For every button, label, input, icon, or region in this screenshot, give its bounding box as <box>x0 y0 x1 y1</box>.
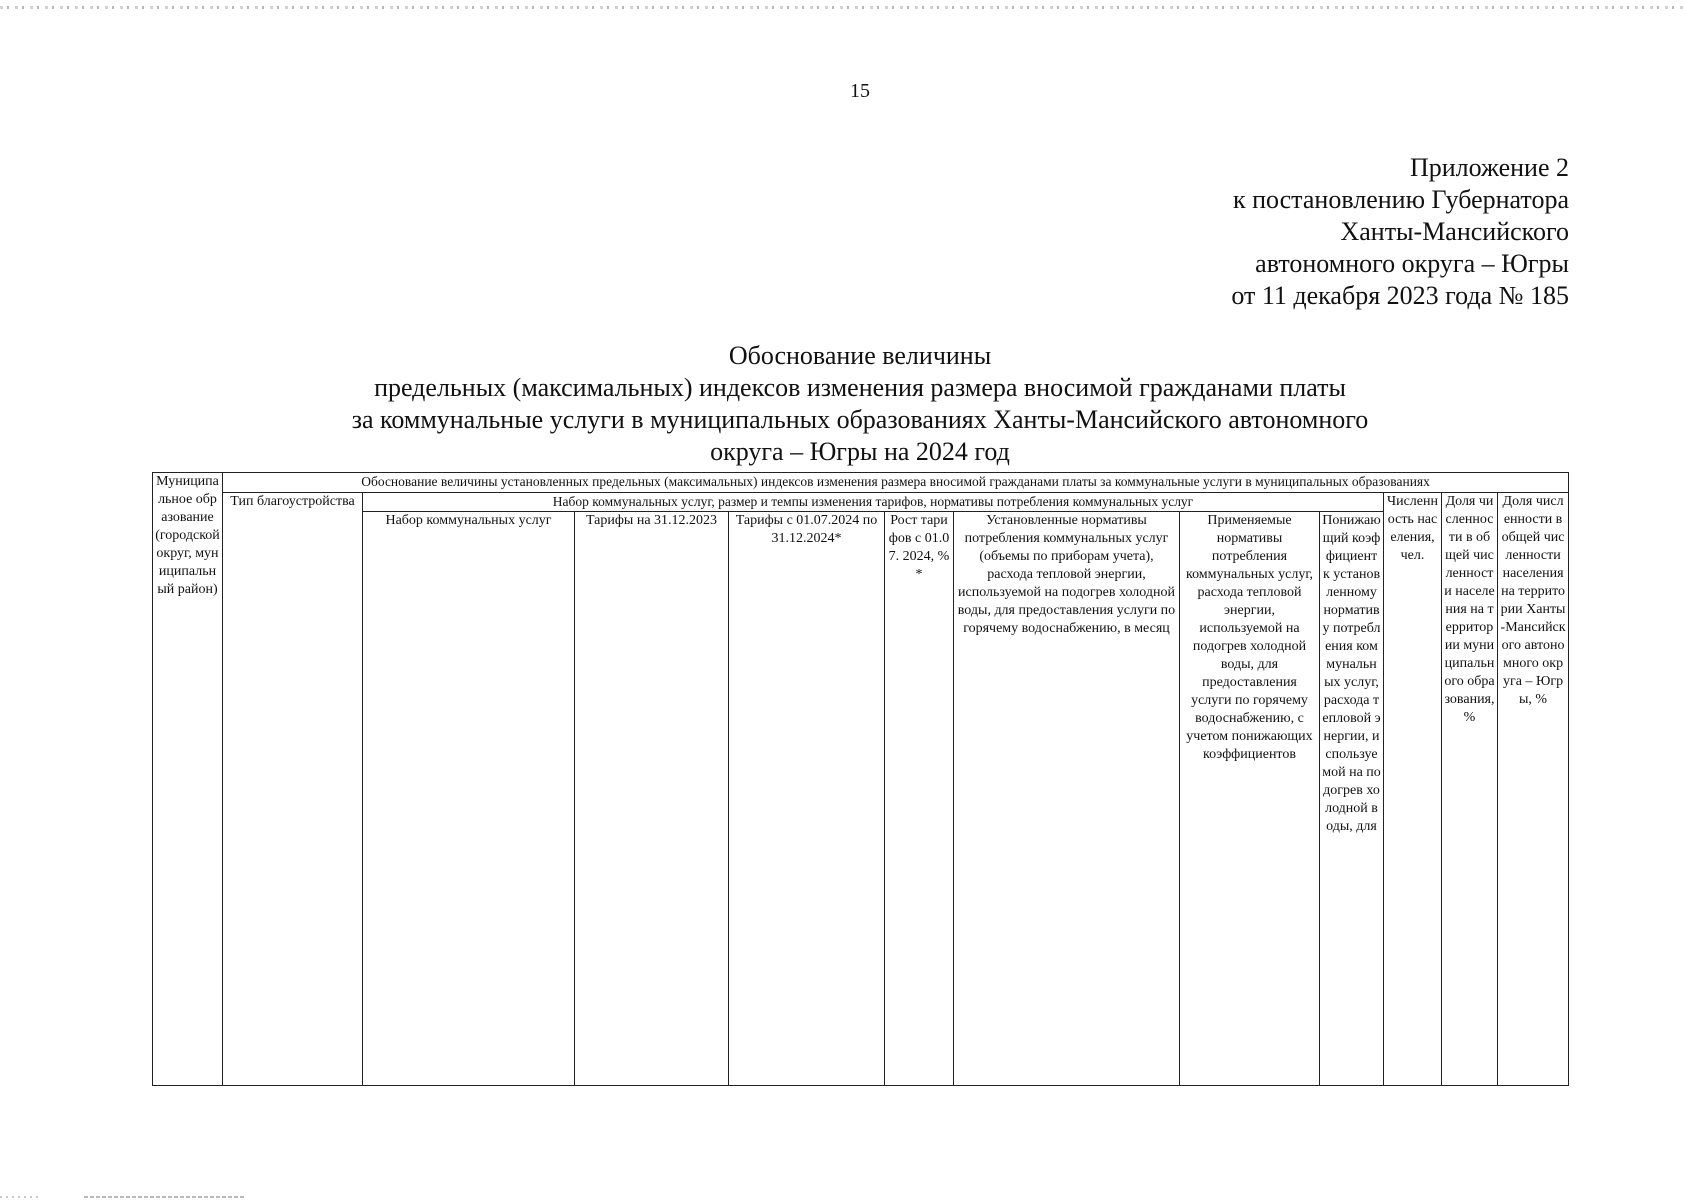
header-group-services: Набор коммунальных услуг, размер и темпы изменения тарифов, нормативы потребления коммунальных услуг <box>363 493 1384 512</box>
appendix-block <box>1231 152 1569 312</box>
page-number: 15 <box>850 80 870 102</box>
col-tariff-growth: Рост тарифов с 01.07. 2024, %* <box>885 512 954 1086</box>
appendix-line: от 11 декабря 2023 года № 185 <box>1231 281 1569 310</box>
appendix-line: к постановлению Губернатора <box>1232 185 1569 214</box>
col-norms-applied: Применяемые нормативы потребления коммунальных услуг, расхода тепловой энергии, используемой на подогрев холодной воды, для предоставления услуги по горячему водоснабжению, с учетом понижающих коэффициентов <box>1180 512 1320 1086</box>
col-improvement-type: Тип благоустройства <box>223 493 363 1086</box>
col-municipality: Муниципальное образование (городской округ, муниципальный район) <box>153 473 223 1086</box>
col-services-set: Набор коммунальных услуг <box>363 512 575 1086</box>
justification-table <box>152 472 1569 1086</box>
col-tariffs-2024: Тарифы с 01.07.2024 по 31.12.2024* <box>729 512 885 1086</box>
appendix-line: автономного округа – Югры <box>1255 249 1569 278</box>
col-share-okrug: Доля численности в общей численности населения на территории Ханты-Мансийского автономного округа – Югры, % <box>1498 493 1569 1086</box>
title-line: округа – Югры на 2024 год <box>710 437 1010 466</box>
title-line: за коммунальные услуги в муниципальных образованиях Ханты-Мансийского автономного <box>351 405 1369 434</box>
scan-border-top <box>0 6 1686 9</box>
scan-border-bottom-left <box>0 1196 40 1198</box>
appendix-line: Ханты-Мансийского <box>1340 217 1569 246</box>
header-group-justification: Обоснование величины установленных предельных (максимальных) индексов изменения размера вносимой гражданами платы за коммунальные услуги в муниципальных образованиях <box>223 473 1569 493</box>
col-reduction-coefficient: Понижающий коэффициент к установленному нормативу потребления коммунальных услуг, расхода тепловой энергии, используемой на подогрев холодной воды, для <box>1320 512 1384 1086</box>
col-share-municipal: Доля численности в общей численности населения на территории муниципального образования, % <box>1442 493 1498 1086</box>
col-tariffs-2023: Тарифы на 31.12.2023 <box>575 512 729 1086</box>
appendix-line: Приложение 2 <box>1409 153 1569 182</box>
col-population: Численность населения, чел. <box>1384 493 1442 1086</box>
document-title <box>250 340 1470 468</box>
scan-border-bottom <box>84 1196 244 1198</box>
title-line: предельных (максимальных) индексов изменения размера вносимой гражданами платы <box>374 373 1346 402</box>
title-line: Обоснование величины <box>728 341 992 370</box>
col-norms-established: Установленные нормативы потребления коммунальных услуг (объемы по приборам учета), расхода тепловой энергии, используемой на подогрев холодной воды, для предоставления услуги по горячему водоснабжению, в месяц <box>954 512 1180 1086</box>
